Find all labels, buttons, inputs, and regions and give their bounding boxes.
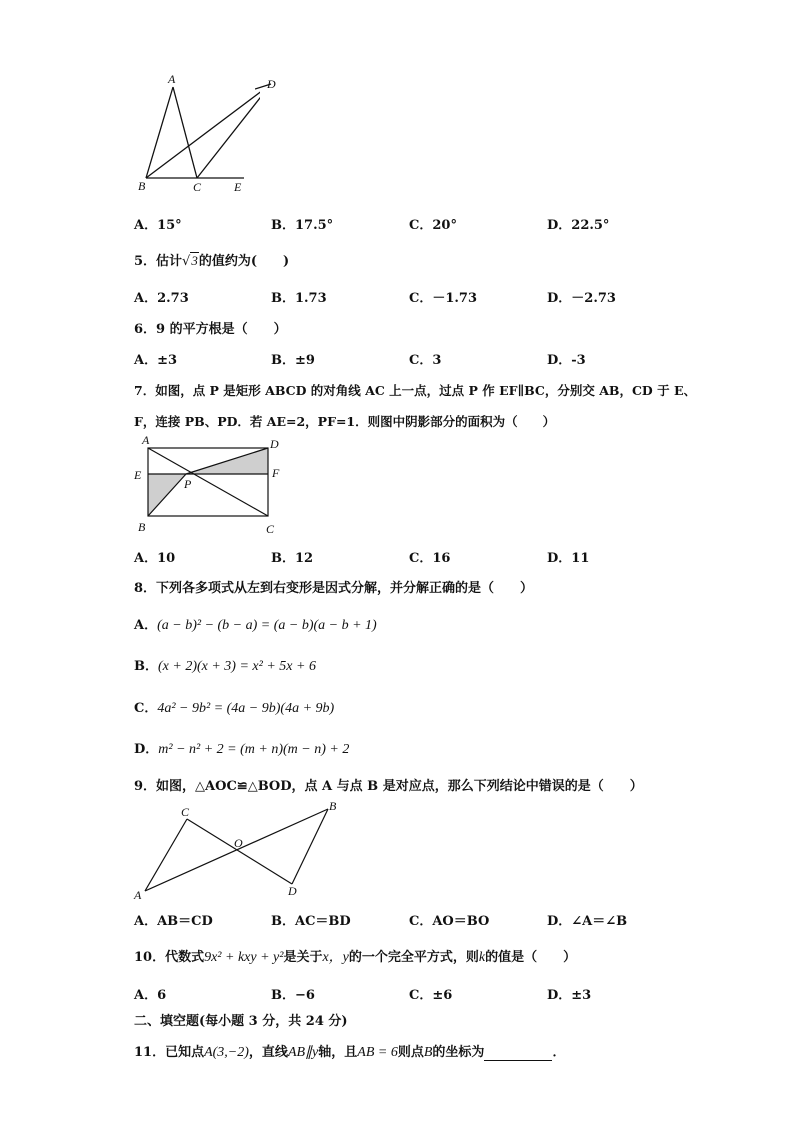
q4-option-b: B．17.5°: [271, 218, 334, 233]
line-ba: [146, 87, 173, 178]
q5-option-c: C．－1.73: [409, 291, 478, 306]
q6-option-b: B．±9: [271, 353, 315, 368]
label-o: O: [234, 836, 243, 850]
q7-option-a: A．10: [134, 551, 176, 566]
q10-option-c: C．±6: [409, 988, 453, 1003]
line-cd: [197, 84, 260, 178]
label-c: C: [266, 522, 275, 536]
label-a: A: [168, 72, 176, 86]
q4-option-d: D．22.5°: [547, 218, 610, 233]
label-b: B: [329, 799, 337, 813]
q7-option-b: B．12: [271, 551, 314, 566]
q10-stem: 10．代数式9x² + kxy + y²是关于x，y的一个完全平方式，则k的值是（ ）: [134, 950, 577, 965]
line-ac: [173, 87, 197, 178]
q7-figure: [130, 433, 290, 541]
answer-blank[interactable]: [484, 1048, 552, 1061]
label-b: B: [138, 520, 146, 534]
q7-option-c: C．16: [409, 551, 451, 566]
q5-stem: 5．估计√3的值约为( ): [134, 253, 290, 269]
q5-option-b: B．1.73: [271, 291, 327, 306]
line-bd: [146, 84, 260, 178]
q8-option-b: B．(x + 2)(x + 3) = x² + 5x + 6: [134, 659, 316, 674]
q7-stem-line1: 7．如图，点 P 是矩形 ABCD 的对角线 AC 上一点，过点 P 作 EF∥BC，分别交 AB，CD 于 E、: [134, 383, 696, 398]
q9-option-b: B．AC＝BD: [271, 914, 351, 929]
q6-stem: 6．9 的平方根是（ ）: [134, 322, 287, 337]
q6-option-c: C．3: [409, 353, 442, 368]
q11-stem: 11．已知点A(3,−2)，直线AB∥y轴，且AB = 6则点B的坐标为 ．: [134, 1045, 566, 1060]
q4-option-c: C．20°: [409, 218, 457, 233]
q7-stem-line2: F，连接 PB、PD．若 AE=2，PF=1．则图中阴影部分的面积为（ ）: [134, 414, 556, 429]
q9-figure: [130, 797, 350, 902]
label-a: A: [142, 433, 150, 447]
label-e: E: [134, 468, 142, 482]
q4-figure-d: [255, 72, 285, 102]
q8-option-d: D．m² − n² + 2 = (m + n)(m − n) + 2: [134, 742, 350, 757]
q4-option-a: A．15°: [134, 218, 182, 233]
q6-option-d: D．-3: [547, 353, 586, 368]
label-d: D: [270, 437, 279, 451]
label-c: C: [181, 805, 190, 819]
q9-option-d: D．∠A＝∠B: [547, 914, 628, 929]
q5-option-a: A．2.73: [134, 291, 189, 306]
line-cd: [187, 819, 292, 884]
q9-option-c: C．AO＝BO: [409, 914, 490, 929]
q8-option-a: A．(a − b)² − (b − a) = (a − b)(a − b + 1): [134, 618, 377, 633]
label-p: P: [184, 477, 192, 491]
q9-stem: 9．如图，△AOC≌△BOD，点 A 与点 B 是对应点，那么下列结论中错误的是（ ）: [134, 779, 643, 794]
label-d: D: [267, 77, 276, 91]
label-a: A: [134, 888, 142, 902]
q10-option-b: B．−6: [271, 988, 315, 1003]
label-f: F: [272, 466, 280, 480]
q9-option-a: A．AB＝CD: [134, 914, 213, 929]
q6-option-a: A．±3: [134, 353, 178, 368]
q7-option-d: D．11: [547, 551, 590, 566]
line-bd: [292, 809, 328, 884]
section-heading: 二、填空题(每小题 3 分，共 24 分): [134, 1014, 348, 1029]
label-c: C: [193, 180, 202, 194]
q8-option-c: C．4a² − 9b² = (4a − 9b)(4a + 9b): [134, 701, 335, 716]
q10-option-d: D．±3: [547, 988, 592, 1003]
q5-option-d: D．－2.73: [547, 291, 616, 306]
label-b: B: [138, 179, 146, 193]
q8-stem: 8．下列各多项式从左到右变形是因式分解，并分解正确的是（ ）: [134, 581, 534, 596]
line-ac: [145, 819, 187, 891]
label-e: E: [234, 180, 242, 194]
q4-figure: [130, 70, 260, 195]
label-d: D: [288, 884, 297, 898]
q10-option-a: A．6: [134, 988, 167, 1003]
line-ab: [145, 809, 328, 891]
